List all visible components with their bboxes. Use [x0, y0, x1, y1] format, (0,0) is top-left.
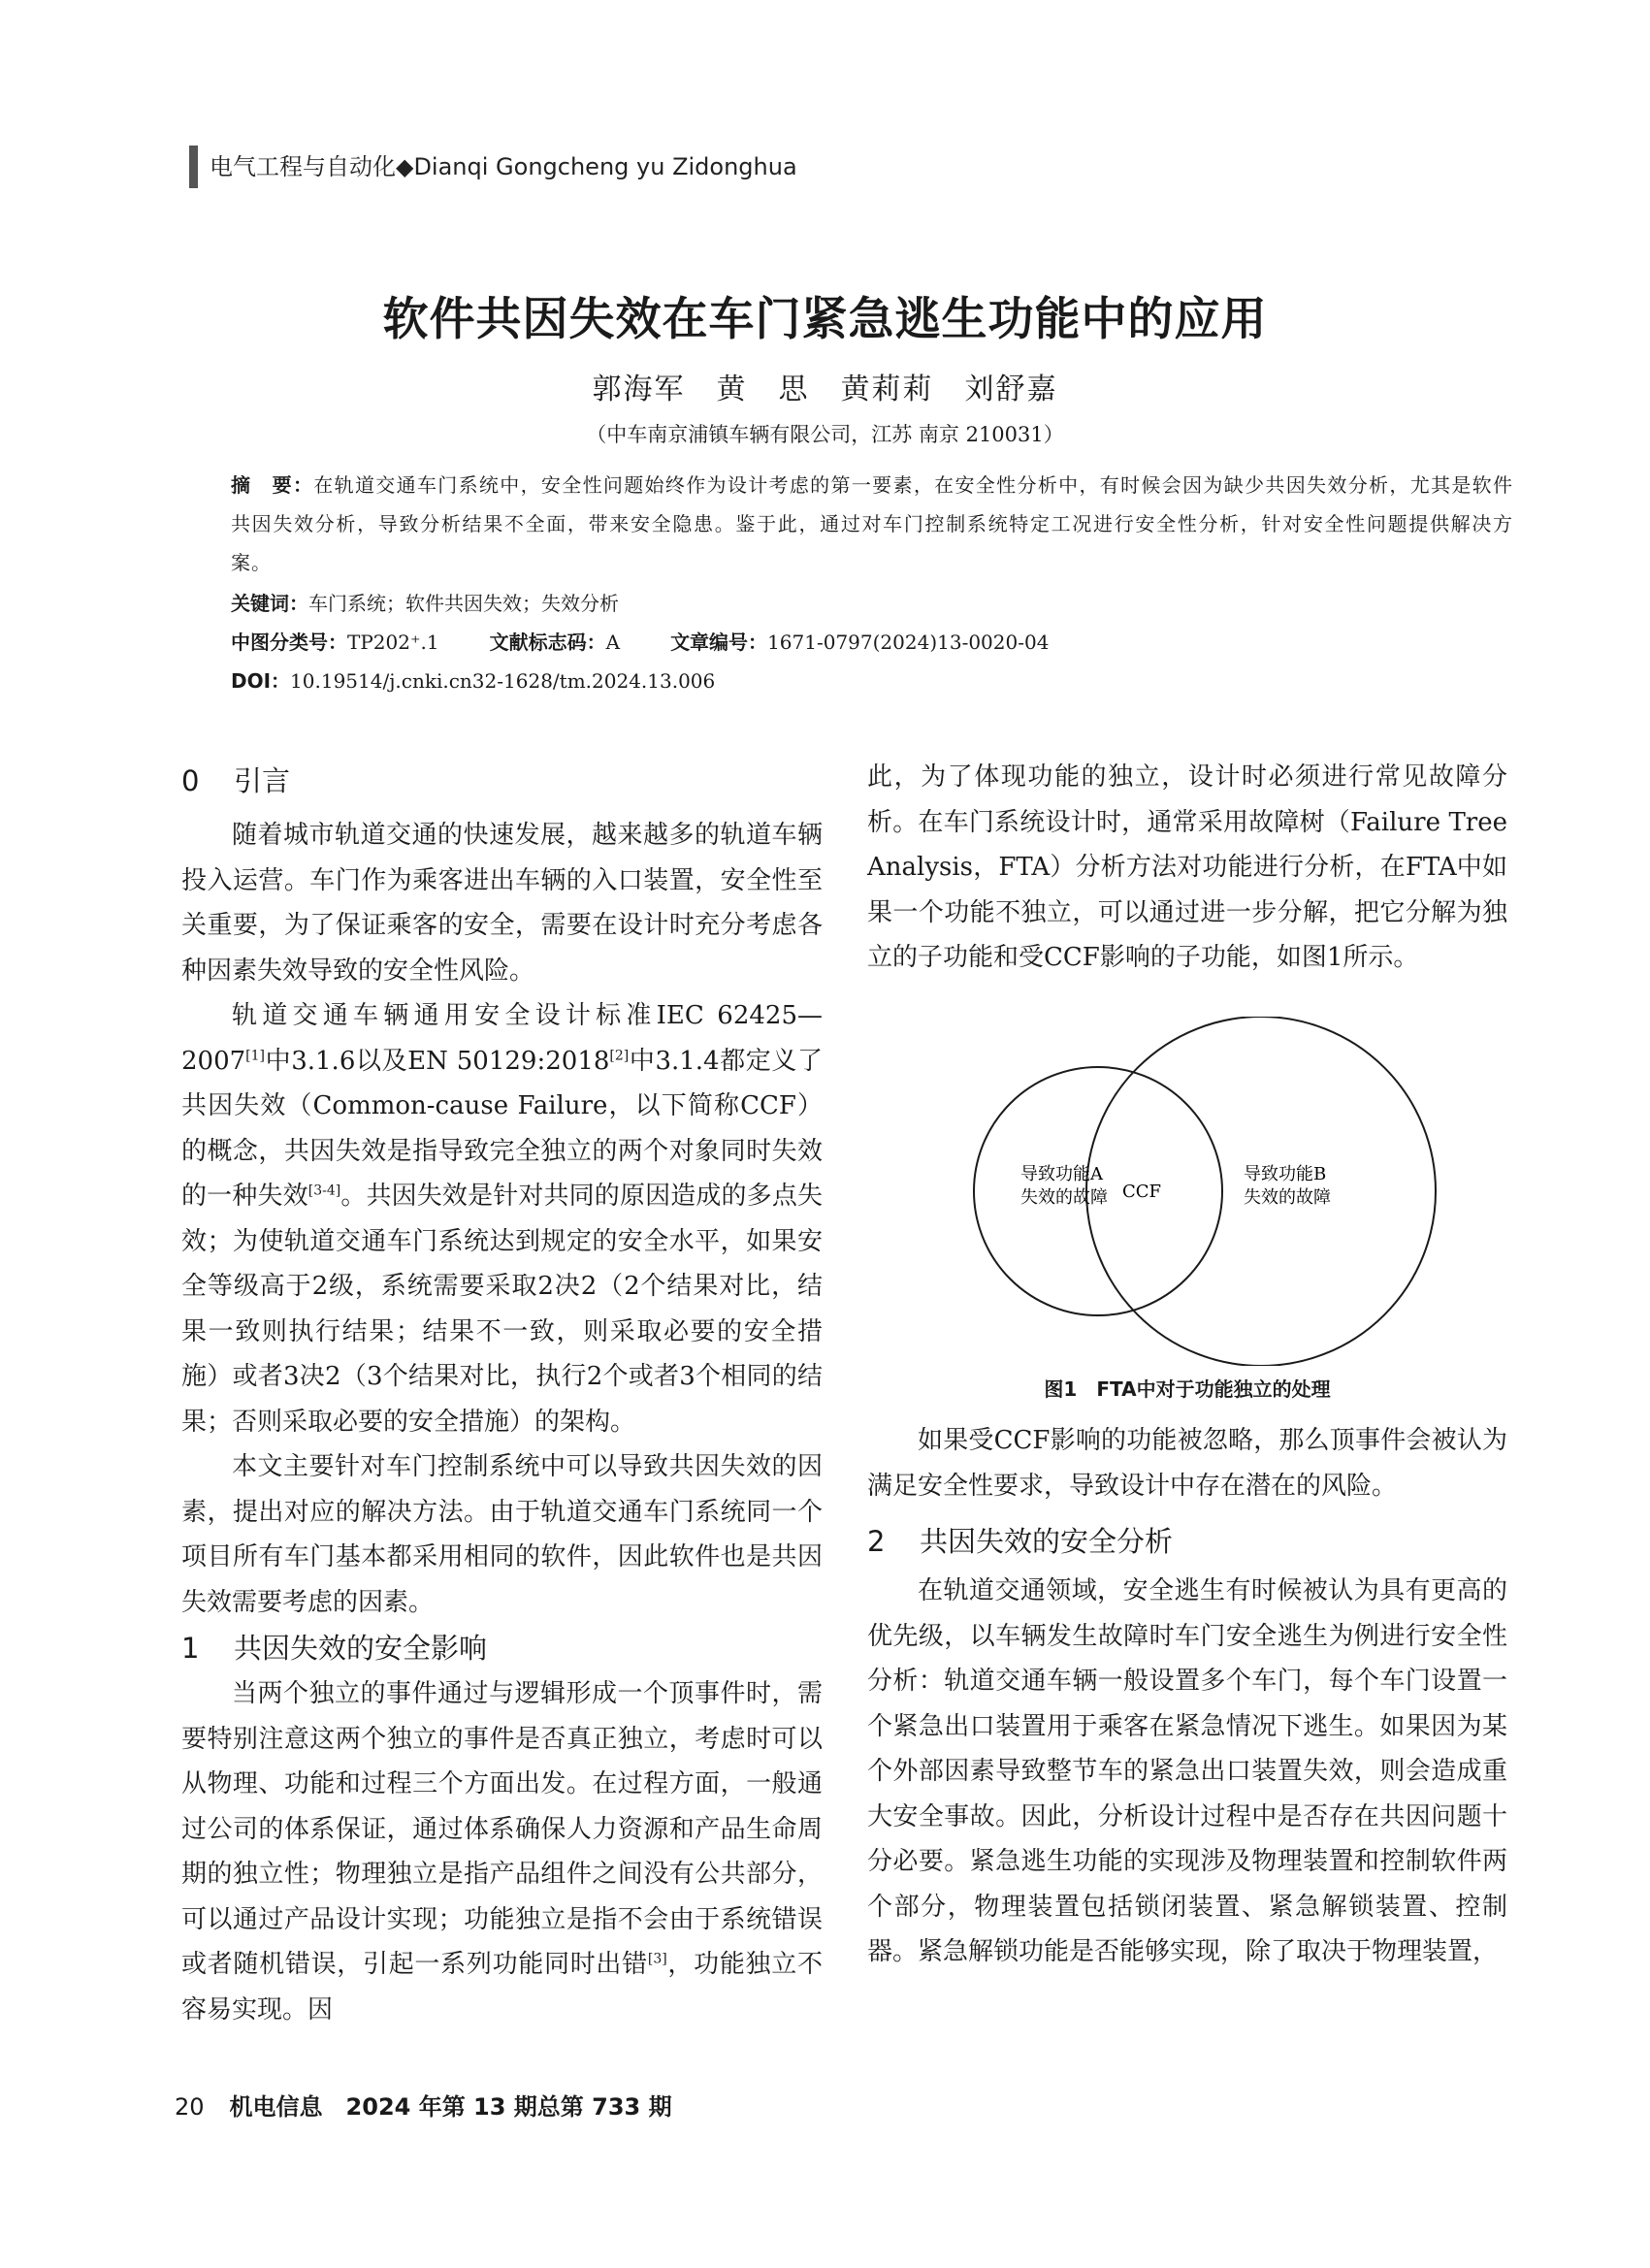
paragraph-section-2: 在轨道交通领域，安全逃生有时候被认为具有更高的优先级，以车辆发生故障时车门安全逃生为例进行安全性分析：轨道交通车辆一般设置多个车门，每个车门设置一个紧急出口装置用于乘客在紧急情况下逃生。如果因为某个外部因素导致整节车的紧急出口装置失效，则会造成重大安全事故。因此，分析设计过程中是否存在共因问题十分必要。紧急逃生功能的实现涉及物理装置和控制软件两个部分，物理装置包括锁闭装置、紧急解锁装置、控制器。紧急解锁功能是否能够实现，除了取决于物理装置， [867, 1576, 1507, 1966]
section-number: 0 [181, 764, 200, 797]
keywords-text: 车门系统；软件共因失效；失效分析 [308, 592, 619, 615]
doc-label: 文献标志码： [489, 631, 606, 654]
paragraph-intro-1: 随着城市轨道交通的快速发展，越来越多的轨道车辆投入运营。车门作为乘客进出车辆的入口装置，安全性至关重要，为了保证乘客的安全，需要在设计时充分考虑各种因素失效导致的安全性风险。 [181, 821, 823, 986]
doi-line [231, 665, 715, 694]
abstract-label: 摘 要： [231, 473, 314, 497]
classification-line [231, 627, 1049, 655]
footer-journal: 机电信息 2024 年第 13 期总第 733 期 [229, 2093, 672, 2121]
text-run: 。共因失效是针对共同的原因造成的多点失效；为使轨道交通车门系统达到规定的安全水平，如果安全等级高于2级，系统需要采取2决2（2个结果对比，结果一致则执行结果；结果不一致，则采取必要的安全措施）或者3决2（3个结果对比，执行2个或者3个相同的结果；否则采取必要的安全措施）的架构。 [181, 1182, 823, 1437]
doi-label: DOI： [231, 669, 291, 693]
art-value: 1671-0797(2024)13-0020-04 [767, 631, 1050, 654]
keywords [231, 588, 619, 616]
clc-label: 中图分类号： [231, 631, 347, 654]
section-title: 共因失效的安全影响 [234, 1632, 488, 1665]
left-column-body-1 [181, 813, 823, 1625]
citation-ref: [3] [647, 1951, 667, 1967]
text-run: ，功能独立不容易实现。因 [181, 1950, 823, 2025]
section-title: 共因失效的安全分析 [920, 1525, 1174, 1558]
figure-1-caption: 图1 FTA中对于功能独立的处理 [1044, 1377, 1331, 1401]
right-column-body-1 [867, 755, 1507, 981]
citation-ref: [2] [609, 1047, 630, 1063]
paragraph-continued: 此，为了体现功能的独立，设计时必须进行常见故障分析。在车门系统设计时，通常采用故障树（Failure Tree Analysis，FTA）分析方法对功能进行分析，在FTA中如果一个功能不独立，可以通过进一步分解，把它分解为独立的子功能和受CCF影响的子功能，如图1所示。 [867, 762, 1507, 972]
header-bar [189, 146, 198, 188]
section-1-heading [181, 1627, 823, 1667]
paper-title: 软件共因失效在车门紧急逃生功能中的应用 [382, 293, 1268, 346]
section-number: 1 [181, 1632, 200, 1665]
paragraph-section-1 [181, 1671, 823, 2032]
paragraph-ccf-ignored: 如果受CCF影响的功能被忽略，那么顶事件会被认为满足安全性要求，导致设计中存在潜在的风险。 [867, 1426, 1507, 1501]
section-title: 引言 [234, 764, 291, 797]
section-0-heading [181, 760, 823, 799]
left-column-body-2 [181, 1671, 823, 2032]
figure-1 [970, 1017, 1445, 1366]
authors: 郭海军 黄 思 黄莉莉 刘舒嘉 [592, 373, 1058, 406]
label-b-line1: 导致功能B [1244, 1164, 1327, 1184]
page-number: 20 [175, 2093, 205, 2121]
doi-value: 10.19514/j.cnki.cn32-1628/tm.2024.13.006 [290, 669, 716, 693]
citation-ref: [3-4] [307, 1183, 341, 1199]
venn-diagram [970, 1017, 1445, 1366]
abstract-text: 在轨道交通车门系统中，安全性问题始终作为设计考虑的第一要素，在安全性分析中，有时候会因为缺少共因失效分析，尤其是软件共因失效分析，导致分析结果不全面，带来安全隐患。鉴于此，通过对车门控制系统特定工况进行安全性分析，针对安全性问题提供解决方案。 [231, 473, 1514, 574]
text-run: 中3.1.6以及EN 50129:2018 [265, 1046, 610, 1076]
clc-value: TP202⁺.1 [347, 631, 439, 654]
art-label: 文章编号： [670, 631, 768, 654]
affiliation: （中车南京浦镇车辆有限公司，江苏 南京 210031） [586, 423, 1064, 446]
paragraph-intro-3: 本文主要针对车门控制系统中可以导致共因失效的因素，提出对应的解决方法。由于轨道交通车门系统同一个项目所有车门基本都采用相同的软件，因此软件也是共因失效需要考虑的因素。 [181, 1452, 823, 1617]
label-a-line2: 失效的故障 [1020, 1187, 1108, 1208]
journal-header: 电气工程与自动化◆Dianqi Gongcheng yu Zidonghua [210, 153, 797, 180]
text-run: 中3.1.4都定义了共因失效（Common-cause Failure，以下简称CCF）的概念，共因失效是指导致完全独立的两个对象同时失效的一种失效 [181, 1046, 823, 1211]
label-b-line2: 失效的故障 [1244, 1187, 1331, 1208]
text-run: 当两个独立的事件通过与逻辑形成一个顶事件时，需要特别注意这两个独立的事件是否真正独立，考虑时可以从物理、功能和过程三个方面出发。在过程方面，一般通过公司的体系保证，通过体系确保人力资源和产品生命周期的独立性；物理独立是指产品组件之间没有公共部分，可以通过产品设计实现；功能独立是指不会由于系统错误或者随机错误，引起一系列功能同时出错 [181, 1679, 823, 1979]
right-column-body-2 [867, 1418, 1507, 1508]
right-column-body-3 [867, 1569, 1507, 1975]
section-2-heading [867, 1520, 1507, 1560]
label-ccf: CCF [1122, 1182, 1162, 1202]
label-a-line1: 导致功能A [1020, 1164, 1103, 1184]
text-run: 轨道交通车辆通用安全设计标准IEC 62425—2007 [181, 1001, 823, 1076]
keywords-label: 关键词： [231, 592, 308, 615]
section-number: 2 [867, 1525, 886, 1558]
abstract [231, 466, 1513, 582]
citation-ref: [1] [245, 1047, 266, 1063]
doc-value: A [605, 631, 621, 654]
page-footer [175, 2088, 672, 2122]
paragraph-intro-2 [181, 993, 823, 1444]
